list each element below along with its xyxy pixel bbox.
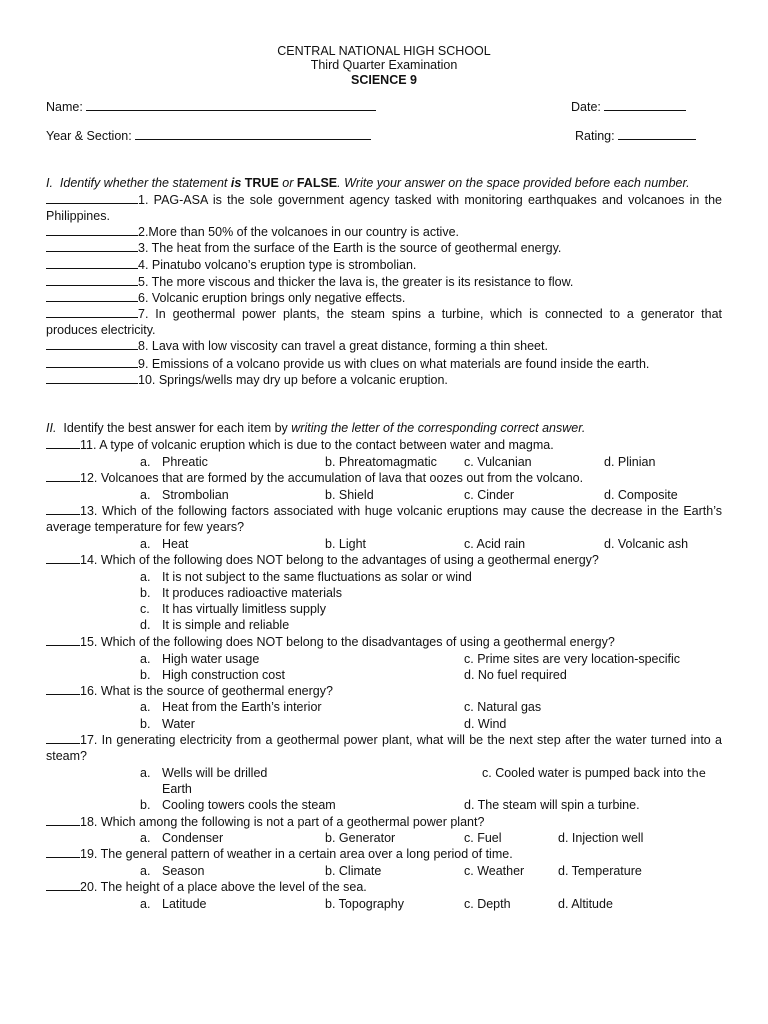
option-d: d. Volcanic ash [604,537,689,551]
rating-blank[interactable] [618,128,696,140]
option-d: d. No fuel required [464,668,567,682]
question-13 [46,503,722,535]
part1-instr-a: Identify whether the statement [59,176,231,190]
tf-item-text: 2.More than 50% of the volcanoes in our country is active. [138,225,460,239]
question-text: 17. In generating electricity from a geothermal power plant, what will be the next step after the water turned into a steam? [46,733,722,763]
option-a: High water usage [162,652,260,666]
option-b: b. Phreatomagmatic [325,455,437,469]
option-a: Season [162,864,205,878]
answer-blank[interactable] [46,683,80,695]
option-a: Heat from the Earth’s interior [162,700,322,714]
option-c: c. Weather [464,864,525,878]
answer-blank[interactable] [46,356,138,368]
answer-blank[interactable] [46,552,80,564]
option-b: Cooling towers cools the steam [162,798,336,812]
question-text: 16. What is the source of geothermal energy? [80,684,333,698]
part1-instr-or: or [278,176,297,190]
question-17 [46,732,722,764]
date-field[interactable] [571,99,686,115]
tf-item [46,338,722,354]
tf-item [46,372,722,388]
option-letter: a. [140,537,151,551]
question-text: 11. A type of volcanic eruption which is due to the contact between water and magma. [80,438,554,452]
tf-item [46,356,722,372]
option-b: b. Light [325,537,367,551]
option-letter: a. [140,766,151,780]
option-a: Condenser [162,831,224,845]
part1-instr-false: FALSE [296,176,338,190]
tf-item [46,240,722,256]
answer-blank[interactable] [46,274,138,286]
date-label: Date: [571,100,601,114]
tf-item [46,274,722,290]
rating-field[interactable] [575,128,696,144]
tf-item-text: 3. The heat from the surface of the Earth is the source of geothermal energy. [138,241,562,255]
part2-instructions [46,420,722,436]
option-c: c. Depth [464,897,511,911]
option-a: Heat [162,537,189,551]
answer-blank[interactable] [46,814,80,826]
answer-blank[interactable] [46,224,138,236]
option-letter: a. [140,831,151,845]
option-letter: a. [140,455,151,469]
name-label: Name: [46,100,83,114]
option-c-word: the [686,766,706,780]
option-c: c. Acid rain [464,537,526,551]
tf-item-text: 4. Pinatubo volcano’s eruption type is strombolian. [138,258,417,272]
tf-item [46,257,722,273]
option-letter: a. [140,864,151,878]
option-c: c. Cinder [464,488,515,502]
answer-blank[interactable] [46,240,138,252]
option-d: It is simple and reliable [162,618,290,632]
option-letter: c. [140,602,150,616]
question-15 [46,634,722,650]
option-b: High construction cost [162,668,285,682]
option-d: d. Wind [464,717,507,731]
answer-blank[interactable] [46,290,138,302]
option-a: It is not subject to the same fluctuations as solar or wind [162,570,472,584]
tf-item-text: 10. Springs/wells may dry up before a volcanic eruption. [138,373,448,387]
option-b: Water [162,717,195,731]
option-letter: b. [140,668,151,682]
question-text: 12. Volcanoes that are formed by the accumulation of lava that oozes out from the volcano. [80,471,584,485]
year-section-blank[interactable] [135,128,371,140]
answer-blank[interactable] [46,470,80,482]
option-letter: a. [140,570,151,584]
option-c-text: c. Cooled water is pumped back into [482,766,687,780]
date-blank[interactable] [604,99,686,111]
rating-label: Rating: [575,129,615,143]
option-c: c. Natural gas [464,700,542,714]
tf-item-text: 8. Lava with low viscosity can travel a great distance, forming a thin sheet. [138,339,548,353]
option-c: c. Vulcanian [464,455,532,469]
option-letter: a. [140,488,151,502]
option-letter: a. [140,897,151,911]
option-d: d. Composite [604,488,678,502]
question-text: 19. The general pattern of weather in a certain area over a long period of time. [80,847,513,861]
tf-item [46,290,722,306]
answer-blank[interactable] [46,846,80,858]
option-letter: d. [140,618,151,632]
tf-item-text: 1. PAG-ASA is the sole government agency tasked with monitoring earthquakes and volcanoes in the Philippines. [46,193,722,223]
tf-item [46,224,722,240]
part2-instr-a: Identify the best answer for each item by [63,421,292,435]
tf-item [46,306,722,338]
tf-item-text: 9. Emissions of a volcano provide us with clues on what materials are found inside the earth. [138,357,650,371]
option-d: d. Temperature [558,864,642,878]
answer-blank[interactable] [46,338,138,350]
question-text: 13. Which of the following factors associated with huge volcanic eruptions may cause the decrease in the Earth’s average temperature for few years? [46,504,722,534]
name-field[interactable] [46,99,376,115]
question-text: 18. Which among the following is not a part of a geothermal power plant? [80,815,485,829]
answer-blank[interactable] [46,503,80,515]
exam-title: Third Quarter Examination [310,58,458,72]
tf-item-text: 5. The more viscous and thicker the lava is, the greater is its resistance to flow. [138,275,574,289]
option-d: d. The steam will spin a turbine. [464,798,640,812]
part2-numeral: II. [46,421,57,435]
tf-item-text: 7. In geothermal power plants, the steam spins a turbine, which is connected to a generator that produces electricity. [46,307,722,337]
answer-blank[interactable] [46,437,80,449]
part1-instr-b: . Write your answer on the space provided before each number. [337,176,690,190]
option-c: c. Fuel [464,831,502,845]
part1-instr-is: is [230,176,242,190]
year-section-label: Year & Section: [46,129,132,143]
answer-blank[interactable] [46,732,80,744]
question-text: 20. The height of a place above the level of the sea. [80,880,367,894]
answer-blank[interactable] [46,306,138,318]
tf-item-text: 6. Volcanic eruption brings only negative effects. [138,291,406,305]
option-b: b. Climate [325,864,382,878]
year-section-field[interactable] [46,128,371,144]
part1-numeral: I. [46,176,53,190]
option-letter: b. [140,586,151,600]
answer-blank[interactable] [46,879,80,891]
option-letter: b. [140,798,151,812]
part1-instructions [46,175,722,191]
option-c-continued: Earth [162,782,192,796]
question-16 [46,683,722,699]
option-b: It produces radioactive materials [162,586,342,600]
tf-item [46,192,722,224]
option-a: Phreatic [162,455,208,469]
school-name: CENTRAL NATIONAL HIGH SCHOOL [277,44,491,58]
answer-blank[interactable] [46,634,80,646]
option-d: d. Altitude [558,897,613,911]
option-c: c. Prime sites are very location-specific [464,652,681,666]
option-b: b. Shield [325,488,374,502]
answer-blank[interactable] [46,372,138,384]
option-d: d. Plinian [604,455,656,469]
question-text: 14. Which of the following does NOT belong to the advantages of using a geothermal energy? [80,553,599,567]
question-14 [46,552,722,568]
option-b: b. Generator [325,831,396,845]
question-text: 15. Which of the following does NOT belong to the disadvantages of using a geothermal energy? [80,635,615,649]
question-12 [46,470,722,486]
question-20 [46,879,722,895]
option-letter: a. [140,700,151,714]
question-19 [46,846,722,862]
option-letter: a. [140,652,151,666]
part2-instr-b: writing the letter of the corresponding correct answer. [291,421,586,435]
name-blank[interactable] [86,99,376,111]
subject-title: SCIENCE 9 [351,73,417,87]
part1-instr-true: TRUE [244,176,279,190]
option-letter: b. [140,717,151,731]
option-d: d. Injection well [558,831,644,845]
option-c [482,765,706,781]
answer-blank[interactable] [46,192,138,204]
question-18 [46,814,722,830]
option-a: Strombolian [162,488,229,502]
option-a: Latitude [162,897,207,911]
answer-blank[interactable] [46,257,138,269]
option-a: Wells will be drilled [162,766,268,780]
option-c: It has virtually limitless supply [162,602,326,616]
question-11 [46,437,722,453]
option-b: b. Topography [325,897,404,911]
